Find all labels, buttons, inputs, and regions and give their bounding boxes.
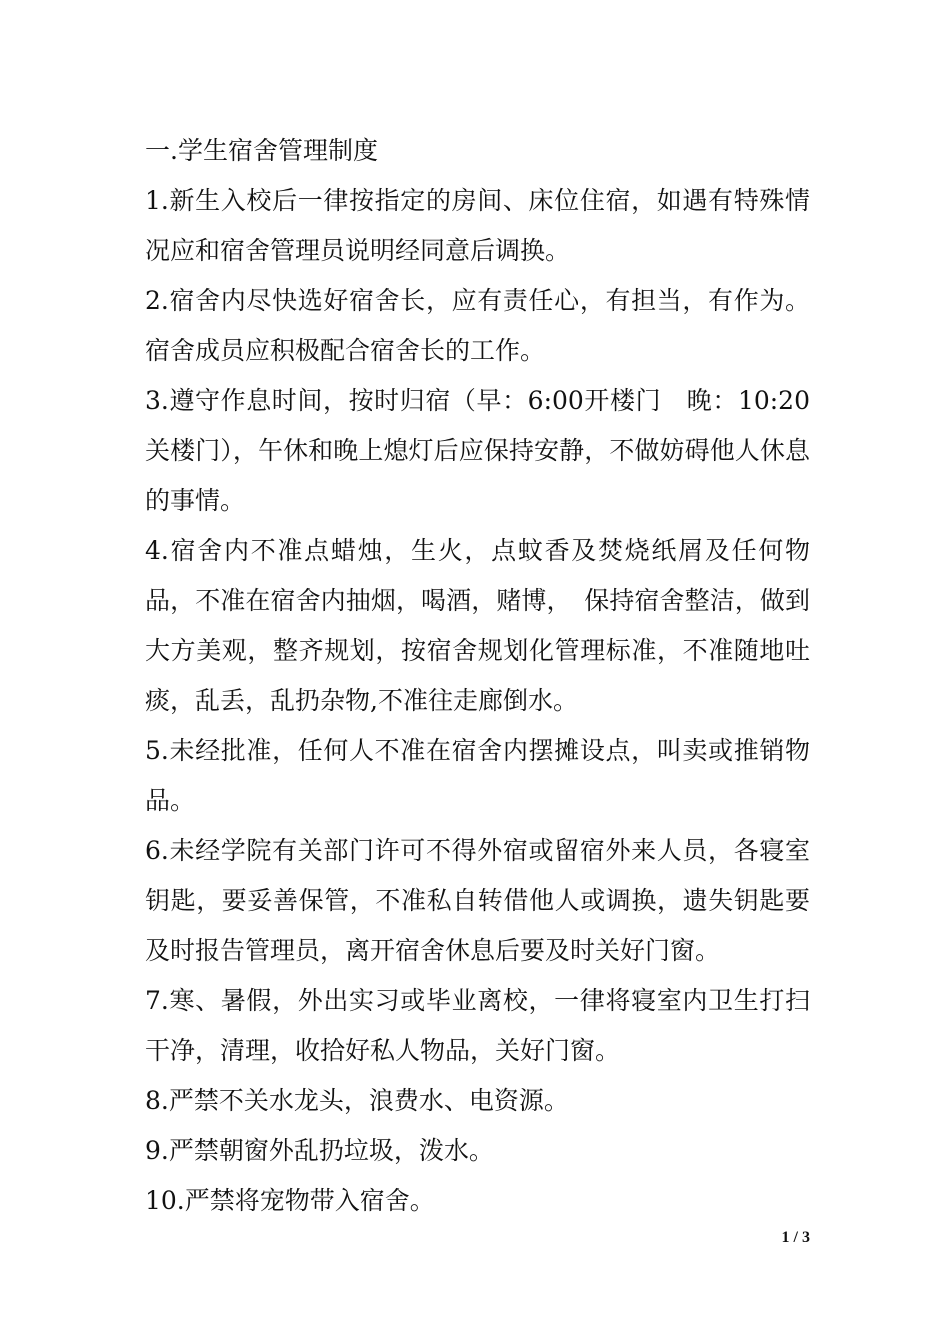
rule-item-1: 1.新生入校后一律按指定的房间、床位住宿，如遇有特殊情况应和宿舍管理员说明经同意后调换。 xyxy=(145,186,810,265)
rule-item-2: 2.宿舍内尽快选好宿舍长，应有责任心，有担当，有作为。宿舍成员应积极配合宿舍长的工作。 xyxy=(145,286,810,365)
rule-item-7: 7.寒、暑假，外出实习或毕业离校，一律将寝室内卫生打扫干净，清理，收拾好私人物品，关好门窗。 xyxy=(145,986,810,1065)
rule-item-8: 8.严禁不关水龙头，浪费水、电资源。 xyxy=(145,1086,569,1115)
rule-item-3: 3.遵守作息时间，按时归宿（早：6:00开楼门 晚：10:20关楼门），午休和晚上熄灯后应保持安静，不做妨碍他人休息的事情。 xyxy=(145,386,810,515)
rule-item-4: 4.宿舍内不准点蜡烛，生火，点蚊香及焚烧纸屑及任何物品，不准在宿舍内抽烟，喝酒，赌博， 保持宿舍整洁，做到大方美观，整齐规划，按宿舍规划化管理标准，不准随地吐痰，乱丢，乱扔杂物,不准往走廊倒水。 xyxy=(145,536,810,715)
rule-item-9: 9.严禁朝窗外乱扔垃圾，泼水。 xyxy=(145,1136,494,1165)
document-body xyxy=(145,126,810,1226)
rule-item-6: 6.未经学院有关部门许可不得外宿或留宿外来人员，各寝室钥匙，要妥善保管，不准私自转借他人或调换，遗失钥匙要及时报告管理员，离开宿舍休息后要及时关好门窗。 xyxy=(145,836,810,965)
rule-item-5: 5.未经批准，任何人不准在宿舍内摆摊设点，叫卖或推销物品。 xyxy=(145,736,810,815)
section-heading: 一.学生宿舍管理制度 xyxy=(145,136,378,165)
rule-item-10: 10.严禁将宠物带入宿舍。 xyxy=(145,1186,435,1215)
page-number: 1 / 3 xyxy=(781,1229,810,1246)
